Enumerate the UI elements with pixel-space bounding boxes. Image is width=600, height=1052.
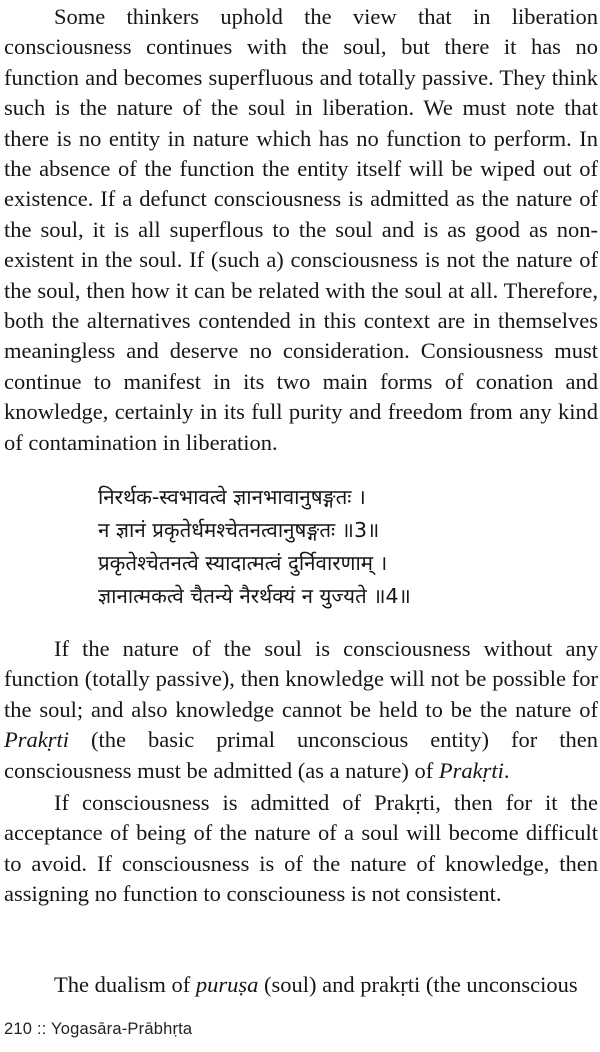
text-run: The dualism of — [54, 972, 196, 997]
paragraph-verse-commentary — [4, 634, 598, 786]
paragraph-liberation-consciousness — [4, 2, 598, 458]
text-run: . — [503, 757, 510, 783]
page-footer — [4, 1020, 192, 1039]
paragraph-prakrti-consciousness — [4, 788, 598, 910]
page-number: 210 — [4, 1020, 33, 1038]
text-run: (soul) and prakṛti (the unconscious — [258, 972, 578, 997]
sanskrit-verse-line-1: निरर्थक-स्वभावत्वे ज्ञानभावानुषङ्गतः । — [98, 485, 366, 509]
sanskrit-verse-line-2: न ज्ञानं प्रकृतेर्धमश्चेतनत्वानुषङ्गतः ॥3॥ — [98, 518, 380, 542]
paragraph-text: If consciousness is admitted of Prakṛti, then for it the acceptance of being of the nature of a soul will become difficult to avoid. If consciousness is of the nature of knowledge, then assigning no function to consciouness is not consistent. — [4, 790, 598, 907]
paragraph-text: Some thinkers uphold the view that in liberation consciousness continues with the soul, but there it has no function and becomes superfluous and totally passive. They think such is the nature of the soul in liberation. We must note that there is no entity in nature which has no function to perform. In the absence of the function the entity itself will be wiped out of existence. If a defunct consciousness is admitted as the nature of the soul, it is all superflous to the soul and is as good as non-existent in the soul. If (such a) consciousness is not the nature of the soul, then how it can be related with the soul at all. Therefore, both the alternatives contended in this context are in themselves meaningless and deserve no consideration. Consiousness must continue to manifest in its two main forms of conation and knowledge, certainly in its full purity and freedom from any kind of contamination in liberation. — [4, 4, 598, 455]
text-run: (the basic primal unconscious entity) for then consciousness must be admitted (as a nature) of — [4, 727, 598, 783]
book-title: Yogasāra-Prābhṛta — [51, 1020, 193, 1038]
text-run: If the nature of the soul is consciousness without any function (totally passive), then knowledge will not be possible for the soul; and also knowledge cannot be held to be the nature of — [4, 636, 598, 722]
italic-term-prakrti: Prakṛti — [438, 757, 504, 783]
italic-term-purusa: puruṣa — [195, 972, 259, 997]
paragraph-dualism — [4, 970, 598, 1002]
paragraph-text — [4, 634, 598, 786]
paragraph-text — [4, 970, 598, 1000]
sanskrit-verse-line-3: प्रकृतेश्चेतनत्वे स्यादात्मत्वं दुर्निवारणाम् । — [98, 551, 388, 575]
italic-term-prakrti: Prakṛti — [4, 727, 69, 753]
sanskrit-verse-line-4: ज्ञानात्मकत्वे चैतन्ये नैरर्थक्यं न युज्यते ॥4॥ — [98, 584, 411, 608]
footer-separator: :: — [36, 1020, 47, 1038]
